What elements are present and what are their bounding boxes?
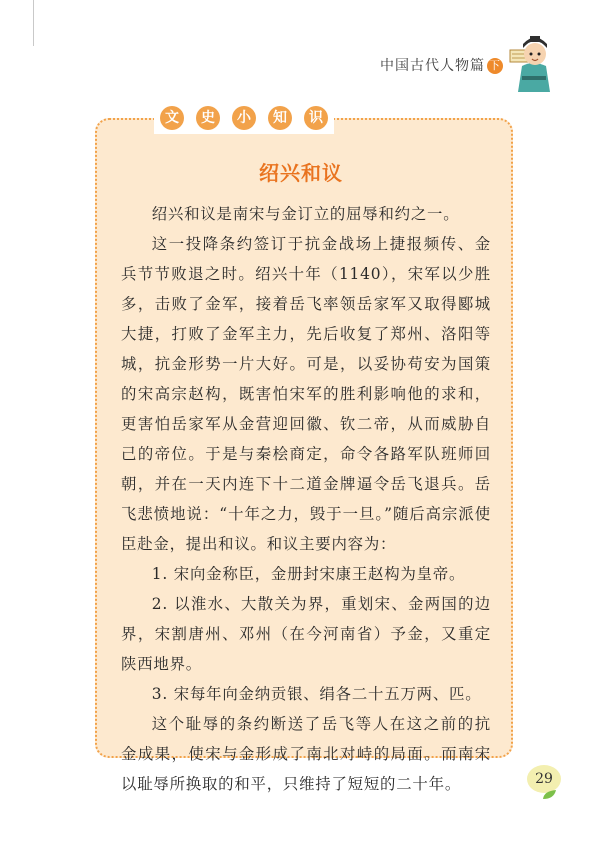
book-title: 中国古代人物篇 <box>380 58 485 74</box>
margin-line <box>33 0 34 46</box>
article-title: 绍兴和议 <box>259 161 343 185</box>
article-body <box>121 199 491 799</box>
paragraph: 这个耻辱的条约断送了岳飞等人在这之前的抗金成果，使宋与金形成了南北对峙的局面。而南宋以耻辱所换取的和平，只维持了短短的二十年。 <box>121 715 491 793</box>
paragraph: 这一投降条约签订于抗金战场上捷报频传、金兵节节败退之时。绍兴十年（1140），宋军以少胜多，击败了金军，接着岳飞率领岳家军又取得郾城大捷，打败了金军主力，先后收复了郑州、洛阳等城，抗金形势一片大好。可是，以妥协苟安为国策的宋高宗赵构，既害怕宋军的胜利影响他的求和，更害怕岳家军从金营迎回徽、钦二帝，从而威胁自己的帝位。于是与秦桧商定，命令各路军队班师回朝，并在一天内连下十二道金牌逼令岳飞退兵。岳飞悲愤地说：“十年之力，毁于一旦。”随后高宗派使臣赴金，提出和议。和议主要内容为： <box>121 235 491 553</box>
running-header <box>380 55 503 75</box>
paragraph: 绍兴和议是南宋与金订立的屈辱和约之一。 <box>151 205 460 223</box>
section-label-char: 史 <box>196 106 220 130</box>
section-label-char: 知 <box>268 106 292 130</box>
scholar-mascot-icon <box>508 34 558 94</box>
page-number: 29 <box>527 765 561 793</box>
list-item: 3. 宋每年向金纳贡银、绢各二十五万两、匹。 <box>151 685 482 703</box>
list-item: 2. 以淮水、大散关为界，重划宋、金两国的边界，宋割唐州、邓州（在今河南省）予金，又重定陕西地界。 <box>121 595 491 673</box>
leaf-icon <box>542 789 558 801</box>
section-label-char: 文 <box>160 106 184 130</box>
section-label-char: 小 <box>232 106 256 130</box>
list-item: 1. 宋向金称臣，金册封宋康王赵构为皇帝。 <box>151 565 466 583</box>
section-label-char: 识 <box>304 106 328 130</box>
section-label <box>154 106 334 134</box>
volume-badge: 下 <box>489 59 501 72</box>
